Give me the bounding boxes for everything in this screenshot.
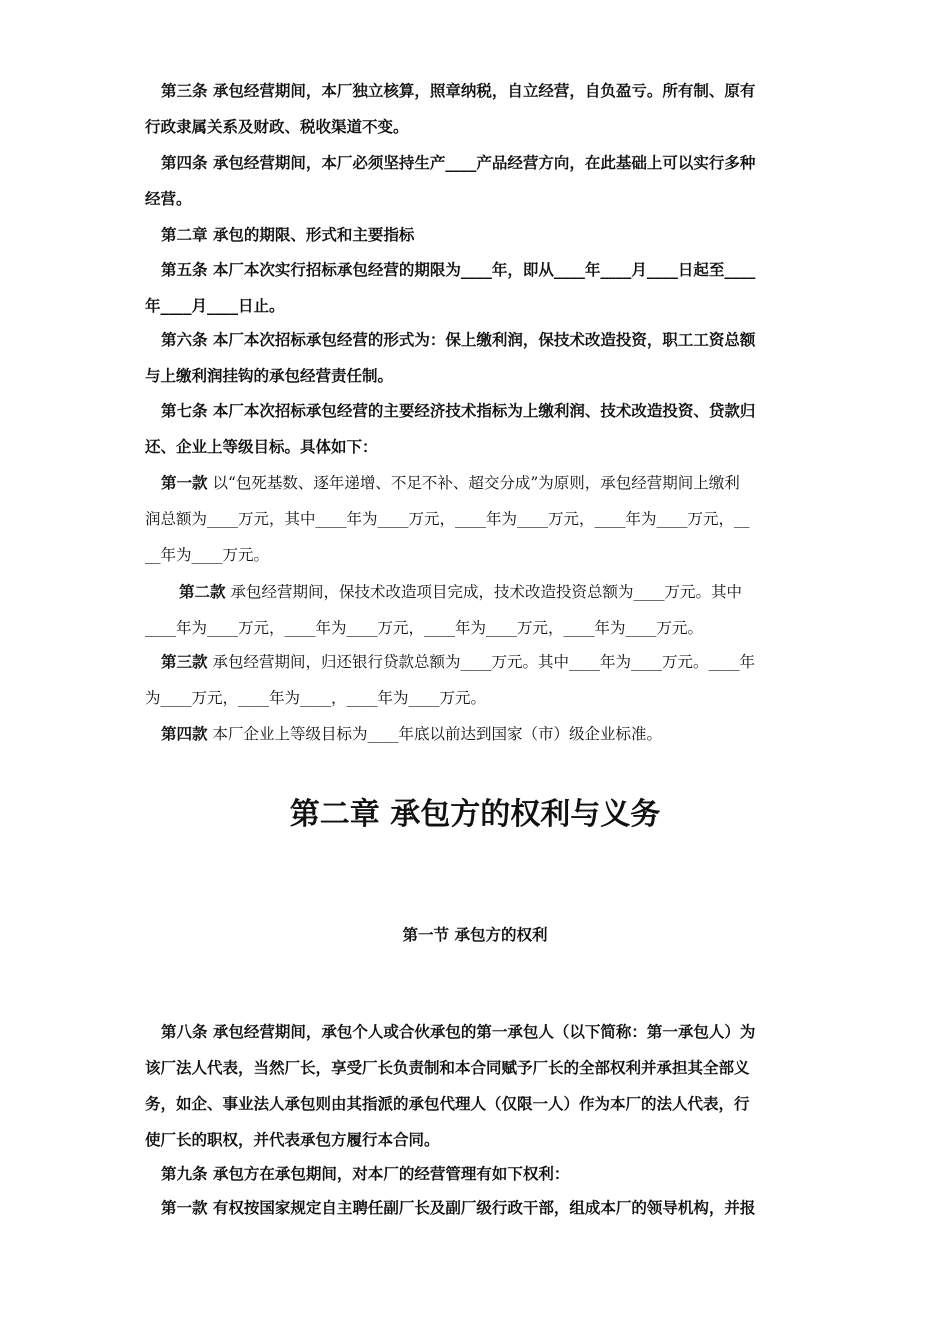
article-7 [145, 393, 807, 465]
clause-4 [145, 716, 807, 752]
clause-3 [145, 644, 807, 716]
article-8-line-2: 该厂法人代表，当然厂长，享受厂长负责制和本合同赋予厂长的全部权利并承担其全部义 [145, 1058, 750, 1077]
article-6-line-2: 与上缴利润挂钩的承包经营责任制。 [145, 366, 394, 385]
clause-2-text: 承包经营期间，保技术改造项目完成，技术改造投资总额为____万元。其中 [225, 583, 742, 601]
article-3-line-2: 行政隶属关系及财政、税收渠道不变。 [145, 117, 409, 136]
clause-1-label: 第一款 [161, 473, 208, 492]
article-3 [145, 73, 807, 145]
article-5 [145, 252, 807, 324]
clause-1-line-3: __年为____万元。 [145, 546, 270, 564]
article-3-line-1: 第三条 承包经营期间，本厂独立核算，照章纳税，自立经营，自负盈亏。所有制、原有 [161, 81, 756, 100]
chapter-title: 第二章 承包方的权利与义务 [289, 797, 661, 832]
article-5-line-2: 年____月____日止。 [145, 296, 285, 315]
article-8-line-4: 使厂长的职权，并代表承包方履行本合同。 [145, 1130, 440, 1149]
clause-3-line-2: 为____万元，____年为____，____年为____万元。 [145, 689, 487, 707]
clause-2-label: 第二款 [179, 582, 226, 601]
article-4-line-2: 经营。 [145, 189, 192, 208]
clause-2-line-2: ____年为____万元，____年为____万元，____年为____万元，____年为____万元。 [145, 619, 704, 637]
clause-4-text: 本厂企业上等级目标为____年底以前达到国家（市）级企业标准。 [207, 725, 662, 743]
article-5-line-1: 第五条 本厂本次实行招标承包经营的期限为____年，即从____年____月____日起至____ [161, 260, 756, 279]
clause-2-line-1 [145, 574, 807, 610]
article-4-line-1: 第四条 承包经营期间，本厂必须坚持生产____产品经营方向，在此基础上可以实行多种 [161, 153, 756, 172]
clause-1-line-1 [145, 465, 807, 501]
article-6 [145, 322, 807, 394]
clause-1-line-2: 润总额为____万元，其中____年为____万元，____年为____万元，____年为____万元，__ [145, 510, 750, 528]
chapter-2-subheading-text: 第二章 承包的期限、形式和主要指标 [161, 225, 415, 244]
section-title: 第一节 承包方的权利 [402, 925, 548, 944]
clause-2 [145, 574, 807, 646]
article-8 [145, 1014, 807, 1158]
article-9-line-1: 第九条 承包方在承包期间，对本厂的经营管理有如下权利： [161, 1164, 570, 1183]
clause-4-label: 第四款 [161, 724, 208, 743]
article-7-line-2: 还、企业上等级目标。具体如下： [145, 437, 378, 456]
article-7-line-1: 第七条 本厂本次招标承包经营的主要经济技术指标为上缴利润、技术改造投资、贷款归 [161, 401, 756, 420]
article-4 [145, 145, 807, 217]
clause-3-label: 第三款 [161, 652, 208, 671]
article-8-line-1: 第八条 承包经营期间，承包个人或合伙承包的第一承包人（以下简称：第一承包人）为 [161, 1022, 756, 1041]
clause-3-line-1 [145, 644, 807, 680]
article-9-clause-1-line-1 [145, 1190, 807, 1226]
article-9-clause-1-label: 第一款 [161, 1198, 208, 1217]
article-9 [145, 1156, 807, 1192]
article-8-line-3: 务，如企、事业法人承包则由其指派的承包代理人（仅限一人）作为本厂的法人代表，行 [145, 1094, 750, 1113]
chapter-2-subheading [145, 217, 807, 253]
clause-4-line-1 [145, 716, 807, 752]
clause-3-text: 承包经营期间，归还银行贷款总额为____万元。其中____年为____万元。____年 [207, 653, 755, 671]
article-6-line-1: 第六条 本厂本次招标承包经营的形式为：保上缴利润，保技术改造投资，职工工资总额 [161, 330, 756, 349]
clause-1-text: 以“包死基数、逐年递增、不足不补、超交分成”为原则，承包经营期间上缴利 [207, 474, 740, 492]
article-9-clause-1 [145, 1190, 807, 1226]
clause-1 [145, 465, 807, 573]
article-9-clause-1-text: 有权按国家规定自主聘任副厂长及副厂级行政干部，组成本厂的领导机构，并报 [207, 1198, 756, 1217]
